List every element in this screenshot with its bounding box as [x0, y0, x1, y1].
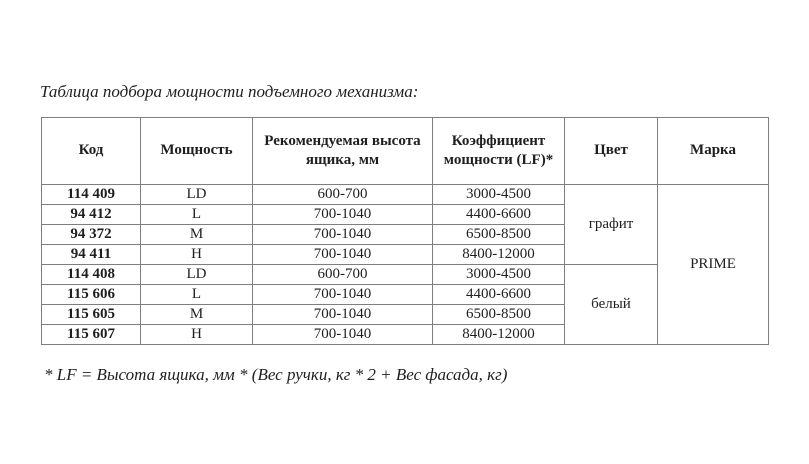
power-cell: L: [141, 205, 253, 225]
header-code: Код: [42, 118, 141, 185]
coefficient-cell: 4400-6600: [433, 285, 565, 305]
coefficient-cell: 6500-8500: [433, 305, 565, 325]
power-cell: M: [141, 225, 253, 245]
header-height: Рекомендуемая высота ящика, мм: [253, 118, 433, 185]
power-cell: LD: [141, 185, 253, 205]
coefficient-cell: 8400-12000: [433, 245, 565, 265]
code-cell: 115 606: [42, 285, 141, 305]
height-cell: 700-1040: [253, 305, 433, 325]
color-group-cell: белый: [565, 265, 658, 345]
coefficient-cell: 3000-4500: [433, 185, 565, 205]
power-cell: LD: [141, 265, 253, 285]
lf-formula-footnote: * LF = Высота ящика, мм * (Вес ручки, кг * 2 + Вес фасада, кг): [44, 365, 508, 384]
code-cell: 94 412: [42, 205, 141, 225]
header-brand: Марка: [658, 118, 769, 185]
height-cell: 700-1040: [253, 225, 433, 245]
code-cell: 115 607: [42, 325, 141, 345]
height-cell: 700-1040: [253, 205, 433, 225]
header-power: Мощность: [141, 118, 253, 185]
table-row: [42, 185, 769, 205]
power-cell: H: [141, 245, 253, 265]
code-cell: 114 408: [42, 265, 141, 285]
header-color: Цвет: [565, 118, 658, 185]
code-cell: 94 411: [42, 245, 141, 265]
page-title: Таблица подбора мощности подъемного механизма:: [40, 82, 419, 101]
code-cell: 114 409: [42, 185, 141, 205]
height-cell: 700-1040: [253, 245, 433, 265]
color-group-cell: графит: [565, 185, 658, 265]
power-selection-table: [41, 117, 769, 345]
coefficient-cell: 6500-8500: [433, 225, 565, 245]
height-cell: 700-1040: [253, 325, 433, 345]
header-row: [42, 118, 769, 185]
code-cell: 94 372: [42, 225, 141, 245]
height-cell: 600-700: [253, 185, 433, 205]
height-cell: 600-700: [253, 265, 433, 285]
power-cell: H: [141, 325, 253, 345]
coefficient-cell: 3000-4500: [433, 265, 565, 285]
power-cell: M: [141, 305, 253, 325]
coefficient-cell: 8400-12000: [433, 325, 565, 345]
power-cell: L: [141, 285, 253, 305]
header-coefficient: Коэффициент мощности (LF)*: [433, 118, 565, 185]
coefficient-cell: 4400-6600: [433, 205, 565, 225]
code-cell: 115 605: [42, 305, 141, 325]
height-cell: 700-1040: [253, 285, 433, 305]
brand-cell: PRIME: [658, 185, 769, 345]
